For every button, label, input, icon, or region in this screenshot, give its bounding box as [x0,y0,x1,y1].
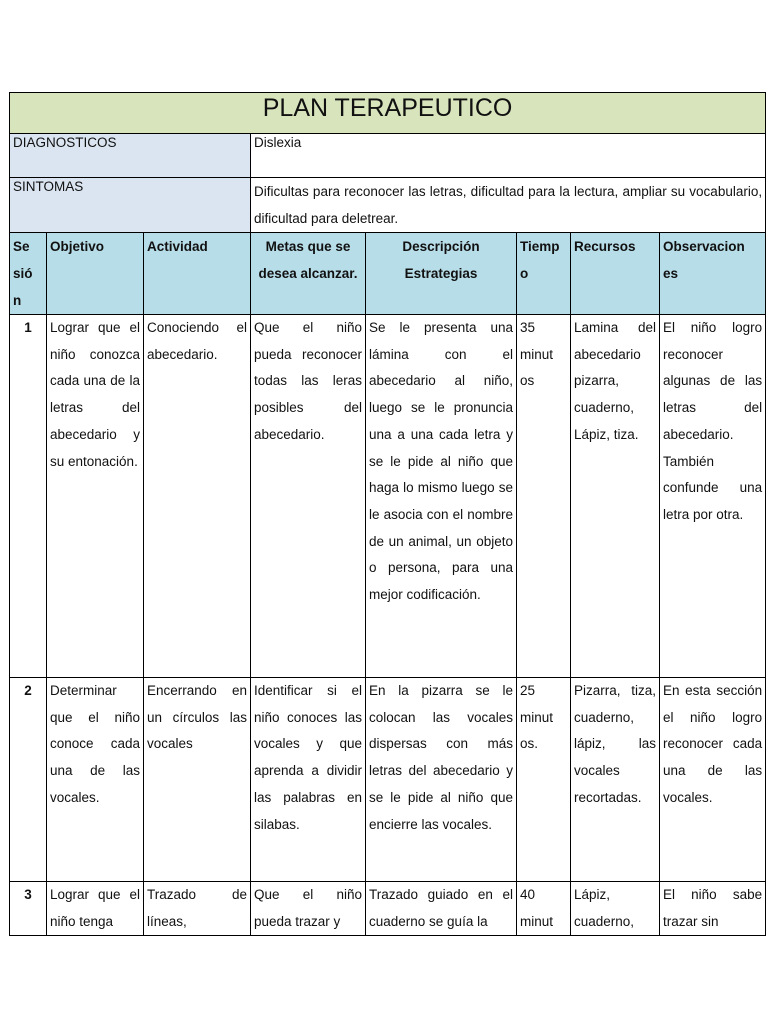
tiempo-cell: 25 minut os. [517,678,571,882]
sintomas-label: SINTOMAS [10,178,251,233]
header-observaciones: Observacion es [660,233,766,315]
tiempo-cell: 35 minut os [517,315,571,678]
descripcion-cell: En la pizarra se le colocan las vocales dispersas con más letras del abecedario y se le pide al niño que encierre las vocales. [366,678,517,882]
header-actividad: Actividad [144,233,251,315]
session-number: 3 [10,882,47,936]
recursos-cell: Lápiz, cuaderno, [571,882,660,936]
diagnosticos-value: Dislexia [251,134,766,178]
descripcion-cell: Se le presenta una lámina con el abecedario al niño, luego se le pronuncia una a una cada letra y se le pide al niño que haga lo mismo luego se le asocia con el nombre de un animal, un objeto o persona, para una mejor codificación. [366,315,517,678]
header-recursos: Recursos [571,233,660,315]
header-objetivo: Objetivo [47,233,144,315]
header-metas: Metas que se desea alcanzar. [251,233,366,315]
objetivo-cell: Lograr que el niño conozca cada una de la letras del abecedario y su entonación. [47,315,144,678]
session-number: 2 [10,678,47,882]
header-descripcion: Descripción Estrategias [366,233,517,315]
observaciones-cell: En esta sección el niño logro reconocer cada una de las vocales. [660,678,766,882]
table-row [10,315,766,678]
observaciones-cell: El niño logro reconocer algunas de las letras del abecedario. También confunde una letra por otra. [660,315,766,678]
plan-title: PLAN TERAPEUTICO [10,93,766,134]
metas-cell: Que el niño pueda reconocer todas las leras posibles del abecedario. [251,315,366,678]
descripcion-cell: Trazado guiado en el cuaderno se guía la [366,882,517,936]
tiempo-cell: 40 minut [517,882,571,936]
actividad-cell: Trazado de líneas, [144,882,251,936]
diagnosticos-label: DIAGNOSTICOS [10,134,251,178]
recursos-cell: Lamina del abecedario pizarra, cuaderno, Lápiz, tiza. [571,315,660,678]
table-row [10,882,766,936]
sintomas-value: Dificultas para reconocer las letras, dificultad para la lectura, ampliar su vocabulario, dificultad para deletrear. [251,178,766,233]
actividad-cell: Encerrando en un círculos las vocales [144,678,251,882]
metas-cell: Identificar si el niño conoces las vocales y que aprenda a dividir las palabras en silabas. [251,678,366,882]
metas-cell: Que el niño pueda trazar y [251,882,366,936]
objetivo-cell: Determinar que el niño conoce cada una de las vocales. [47,678,144,882]
objetivo-cell: Lograr que el niño tenga [47,882,144,936]
observaciones-cell: El niño sabe trazar sin [660,882,766,936]
therapy-plan-table [9,92,766,936]
header-tiempo: Tiemp o [517,233,571,315]
table-row [10,678,766,882]
actividad-cell: Conociendo el abecedario. [144,315,251,678]
session-number: 1 [10,315,47,678]
recursos-cell: Pizarra, tiza, cuaderno, lápiz, las vocales recortadas. [571,678,660,882]
header-sesion: Se sió n [10,233,47,315]
